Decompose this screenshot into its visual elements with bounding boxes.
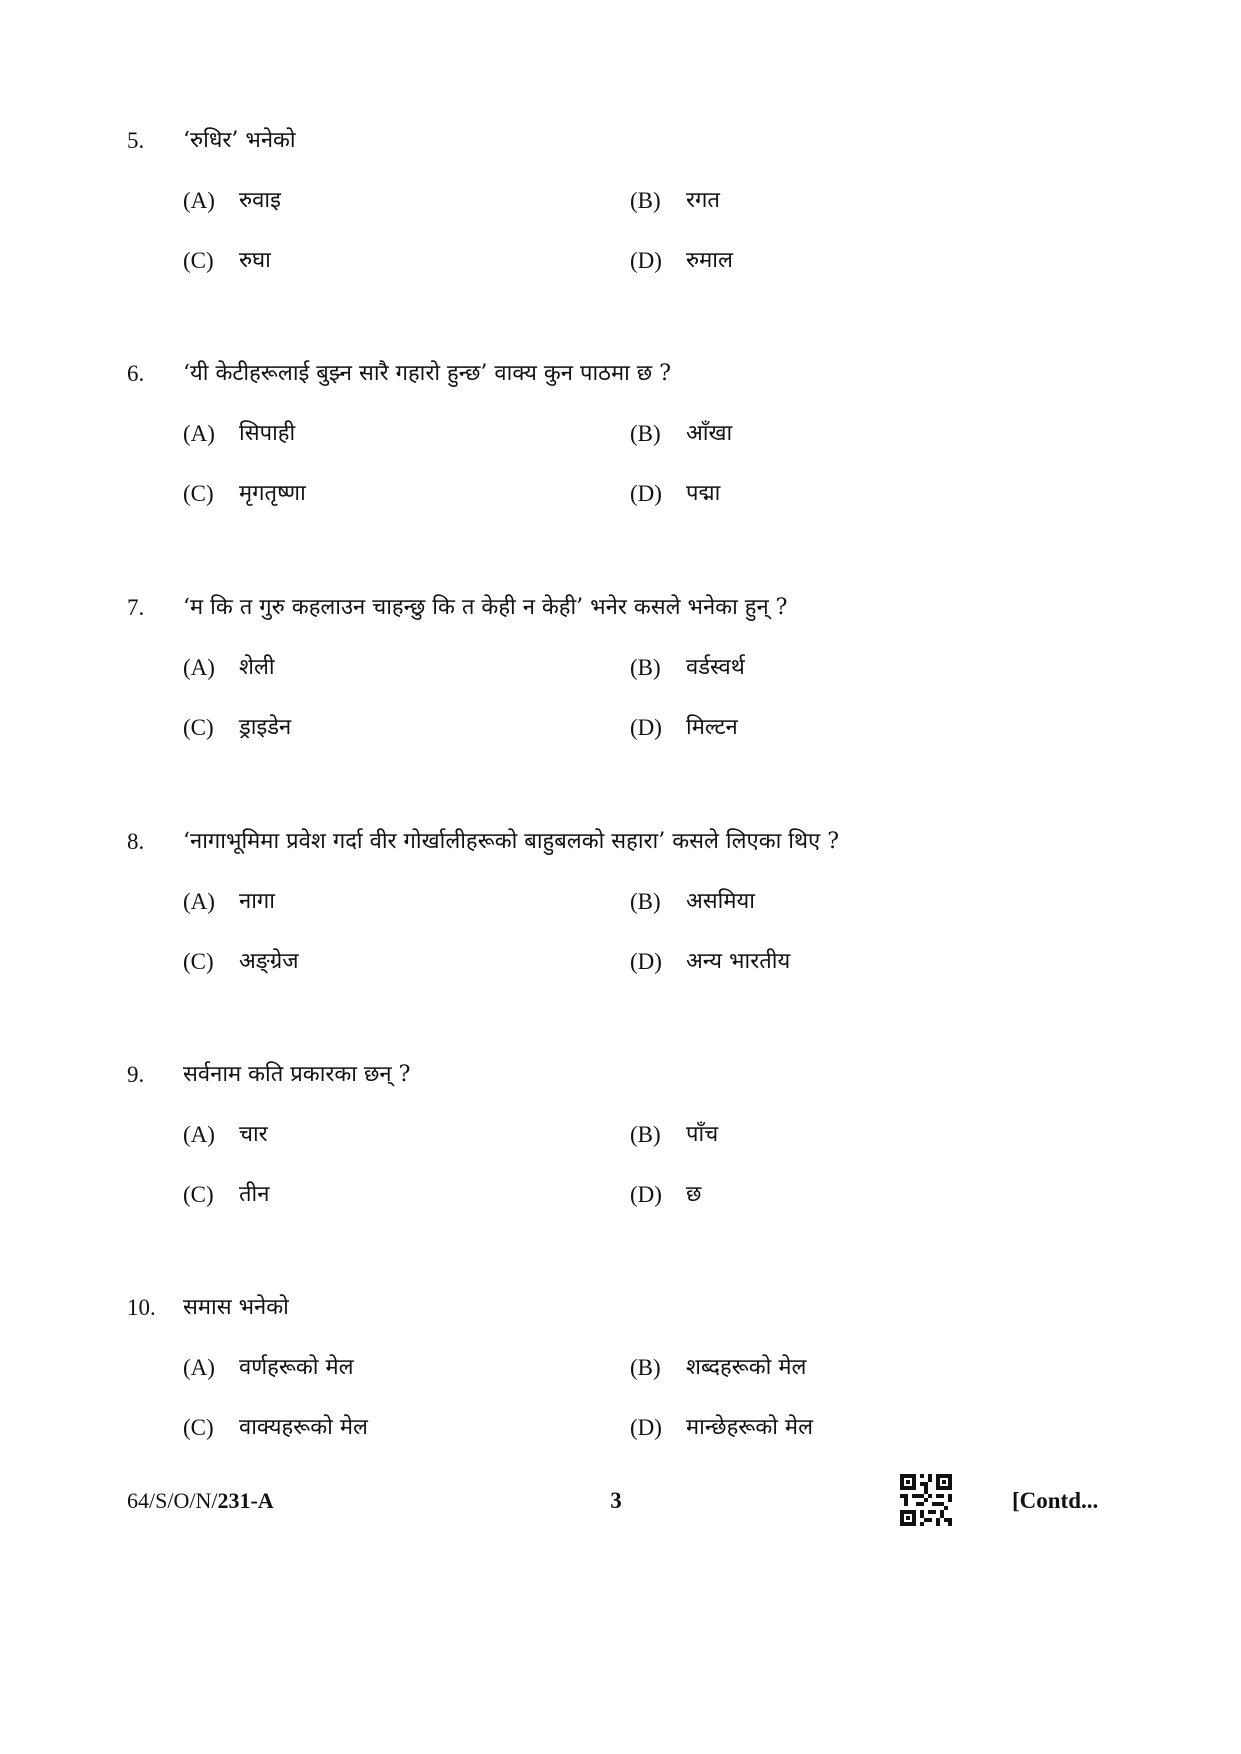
option-letter: (B) xyxy=(630,188,661,213)
option-text: अन्य भारतीय xyxy=(686,949,791,974)
option-letter: (D) xyxy=(630,1182,662,1207)
page-number: 3 xyxy=(610,1488,622,1513)
option-text: शब्दहरूको मेल xyxy=(686,1355,807,1380)
question-number: 9. xyxy=(127,1062,145,1087)
option-letter: (A) xyxy=(183,889,215,914)
question-text: ‘यी केटीहरूलाई बुझ्न सारै गहारो हुन्छ’ वाक्य कुन पाठमा छ ? xyxy=(183,361,671,386)
option-letter: (A) xyxy=(183,1355,215,1380)
question-text: सर्वनाम कति प्रकारका छन् ? xyxy=(183,1062,411,1087)
continued-marker: [Contd... xyxy=(1012,1488,1099,1513)
option-letter: (A) xyxy=(183,188,215,213)
option-text: तीन xyxy=(239,1182,270,1207)
option-text: सिपाही xyxy=(239,421,296,446)
option-letter: (A) xyxy=(183,421,215,446)
option-letter: (D) xyxy=(630,248,662,273)
option-text: रुघा xyxy=(239,248,271,273)
page-footer xyxy=(0,1486,1241,1522)
option-text: रुवाइ xyxy=(239,188,281,213)
option-text: असमिया xyxy=(686,889,755,914)
option-letter: (C) xyxy=(183,1182,214,1207)
question-number: 6. xyxy=(127,361,145,386)
option-letter: (B) xyxy=(630,655,661,680)
option-letter: (C) xyxy=(183,715,214,740)
question-text: ‘म कि त गुरु कहलाउन चाहन्छु कि त केही न केही’ भनेर कसले भनेका हुन् ? xyxy=(183,595,788,620)
option-letter: (C) xyxy=(183,248,214,273)
option-text: रगत xyxy=(686,188,720,213)
option-text: वर्डस्वर्थ xyxy=(686,655,745,680)
option-letter: (C) xyxy=(183,949,214,974)
question-number: 10. xyxy=(127,1295,156,1320)
option-letter: (A) xyxy=(183,1122,215,1147)
option-letter: (D) xyxy=(630,715,662,740)
option-text: वाक्यहरूको मेल xyxy=(239,1415,368,1440)
question-text: समास भनेको xyxy=(183,1295,289,1320)
option-text: छ xyxy=(686,1182,702,1207)
option-letter: (D) xyxy=(630,1415,662,1440)
question-number: 5. xyxy=(127,128,145,153)
paper-code xyxy=(127,1486,274,1516)
question-number: 8. xyxy=(127,829,145,854)
option-letter: (B) xyxy=(630,421,661,446)
option-text: ड्राइडेन xyxy=(239,715,292,740)
option-text: मृगतृष्णा xyxy=(239,481,306,506)
option-letter: (D) xyxy=(630,949,662,974)
option-text: मिल्टन xyxy=(686,715,738,740)
paper-code-prefix: 64/S/O/N/ xyxy=(127,1488,218,1513)
option-letter: (B) xyxy=(630,889,661,914)
option-text: मान्छेहरूको मेल xyxy=(686,1415,814,1440)
qr-code-icon xyxy=(900,1474,952,1526)
option-text: आँखा xyxy=(686,421,733,446)
option-text: वर्णहरूको मेल xyxy=(239,1355,354,1380)
option-text: चार xyxy=(239,1122,268,1147)
option-text: पाँच xyxy=(686,1122,719,1147)
question-number: 7. xyxy=(127,595,145,620)
option-text: रुमाल xyxy=(686,248,733,273)
option-text: शेली xyxy=(239,655,275,680)
option-text: अङ्ग्रेज xyxy=(239,949,299,974)
option-letter: (A) xyxy=(183,655,215,680)
question-text: ‘नागाभूमिमा प्रवेश गर्दा वीर गोर्खालीहरूको बाहुबलको सहारा’ कसले लिएका थिए ? xyxy=(183,829,839,854)
option-text: नागा xyxy=(239,889,275,914)
option-letter: (B) xyxy=(630,1122,661,1147)
question-text: ‘रुधिर’ भनेको xyxy=(183,128,296,153)
option-letter: (B) xyxy=(630,1355,661,1380)
paper-code-suffix: 231-A xyxy=(217,1488,274,1513)
option-letter: (D) xyxy=(630,481,662,506)
option-letter: (C) xyxy=(183,1415,214,1440)
option-text: पद्मा xyxy=(686,481,721,506)
option-letter: (C) xyxy=(183,481,214,506)
